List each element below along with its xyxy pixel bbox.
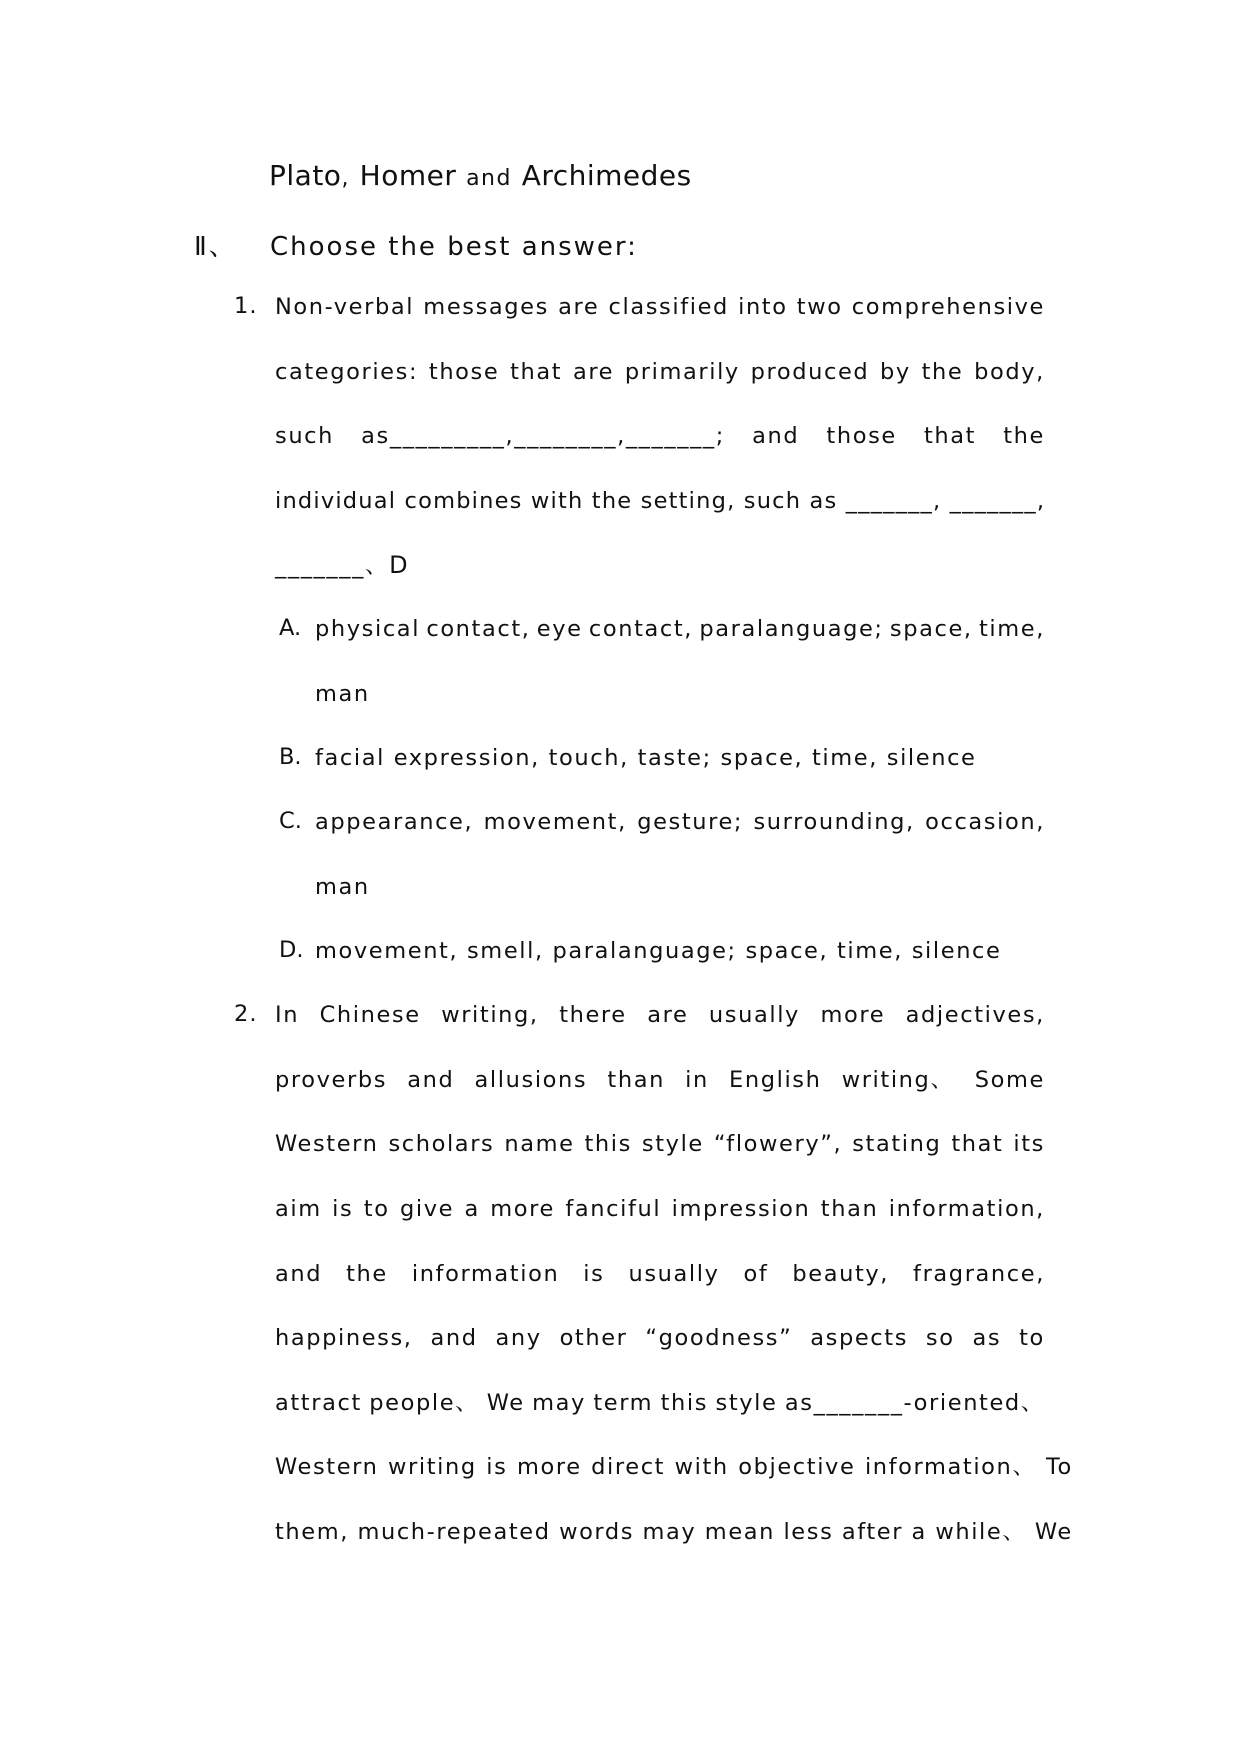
heading-and: and xyxy=(466,166,512,191)
question-2-line-3: Western scholars name this style “flowery”, stating that its xyxy=(275,1131,1045,1157)
option-c-line-2: man xyxy=(315,874,370,900)
document-heading xyxy=(269,158,692,192)
heading-comma: , xyxy=(341,166,350,191)
question-2-line-4: aim is to give a more fanciful impression than information, xyxy=(275,1196,1045,1222)
question-2-number: 2. xyxy=(234,1001,258,1027)
question-2-line-2: proverbs and allusions than in English writing、 Some xyxy=(275,1067,1045,1093)
section-title xyxy=(194,226,638,263)
section-instruction: Choose the best answer: xyxy=(270,232,638,262)
question-2-line-9: them, much-repeated words may mean less after a while、 We xyxy=(275,1519,1073,1545)
heading-name-archimedes: Archimedes xyxy=(521,159,692,192)
question-1-answer: D xyxy=(389,551,408,579)
question-1-line-4: individual combines with the setting, such as _______, _______, xyxy=(275,488,1046,514)
question-1-line-5-text: _______、 xyxy=(275,553,390,579)
option-b-line-1: facial expression, touch, taste; space, time, silence xyxy=(315,745,977,771)
question-1-line-5 xyxy=(275,550,408,581)
option-a-line-2: man xyxy=(315,681,370,707)
question-2-line-7: attract people、 We may term this style as_______-oriented、 xyxy=(275,1390,1045,1416)
section-numeral: Ⅱ、 xyxy=(194,232,237,262)
option-a-label: A. xyxy=(279,615,302,641)
option-d-label: D. xyxy=(279,937,304,963)
question-2-line-6: happiness, and any other “goodness” aspects so as to xyxy=(275,1325,1045,1351)
question-1-number: 1. xyxy=(234,293,258,319)
question-1-line-1: Non-verbal messages are classified into two comprehensive xyxy=(275,294,1045,320)
heading-name-homer: Homer xyxy=(359,159,457,192)
option-b-label: B. xyxy=(279,744,302,770)
option-c-label: C. xyxy=(279,808,302,834)
option-a-line-1: physical contact, eye contact, paralanguage; space, time, xyxy=(315,616,1045,642)
heading-name-plato: Plato xyxy=(269,159,342,192)
option-c-line-1: appearance, movement, gesture; surrounding, occasion, xyxy=(315,809,1045,835)
question-1-line-3: such as_________,________,_______; and those that the xyxy=(275,423,1045,449)
question-2-line-1: In Chinese writing, there are usually more adjectives, xyxy=(275,1002,1045,1028)
question-1-line-2: categories: those that are primarily produced by the body, xyxy=(275,359,1045,385)
option-d-line-1: movement, smell, paralanguage; space, time, silence xyxy=(315,938,1002,964)
question-2-line-5: and the information is usually of beauty, fragrance, xyxy=(275,1261,1045,1287)
question-2-line-8: Western writing is more direct with objective information、 To xyxy=(275,1454,1073,1480)
